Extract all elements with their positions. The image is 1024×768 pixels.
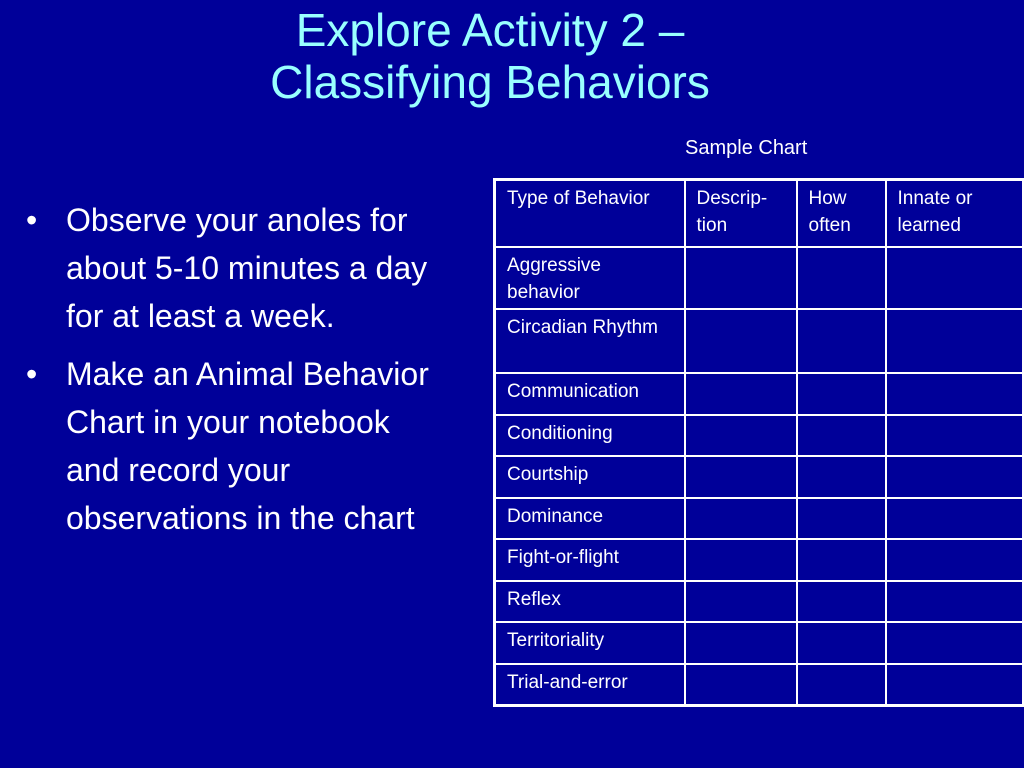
- empty-cell: [685, 539, 797, 581]
- bullet-icon: •: [26, 202, 38, 238]
- row-label-cell: Aggressive behavior: [495, 247, 685, 309]
- bullet-text: Make an Animal Behavior Chart in your notebook and record your observations in the chart: [66, 356, 429, 536]
- header-cell-type: Type of Behavior: [495, 180, 685, 247]
- table-row: [495, 309, 1024, 373]
- empty-cell: [797, 247, 886, 309]
- row-label-cell: Territoriality: [495, 622, 685, 664]
- row-label-cell: Reflex: [495, 581, 685, 622]
- empty-cell: [797, 664, 886, 706]
- empty-cell: [797, 373, 886, 415]
- table-row: [495, 247, 1024, 309]
- bullet-icon: •: [26, 356, 38, 392]
- row-label-cell: Conditioning: [495, 415, 685, 456]
- header-cell-how-often: How often: [797, 180, 886, 247]
- empty-cell: [685, 498, 797, 539]
- empty-cell: [886, 309, 1024, 373]
- empty-cell: [797, 581, 886, 622]
- empty-cell: [797, 498, 886, 539]
- table-row: [495, 498, 1024, 539]
- title-line-1: Explore Activity 2 –: [295, 4, 685, 56]
- bullet-item: [24, 350, 444, 542]
- behavior-chart-table: [493, 178, 1024, 707]
- bullet-text: Observe your anoles for about 5-10 minutes a day for at least a week.: [66, 202, 428, 334]
- table-row: [495, 456, 1024, 498]
- table-row: [495, 581, 1024, 622]
- bullet-list: [24, 196, 444, 552]
- empty-cell: [685, 581, 797, 622]
- empty-cell: [886, 498, 1024, 539]
- row-label-cell: Circadian Rhythm: [495, 309, 685, 373]
- empty-cell: [685, 373, 797, 415]
- empty-cell: [886, 622, 1024, 664]
- empty-cell: [685, 309, 797, 373]
- empty-cell: [797, 456, 886, 498]
- row-label-cell: Fight-or-flight: [495, 539, 685, 581]
- row-label-cell: Courtship: [495, 456, 685, 498]
- bullet-item: [24, 196, 444, 340]
- title-line-2: Classifying Behaviors: [270, 56, 710, 108]
- table-row: [495, 664, 1024, 706]
- empty-cell: [685, 664, 797, 706]
- empty-cell: [685, 456, 797, 498]
- empty-cell: [797, 622, 886, 664]
- empty-cell: [886, 664, 1024, 706]
- empty-cell: [886, 539, 1024, 581]
- empty-cell: [797, 309, 886, 373]
- empty-cell: [886, 415, 1024, 456]
- table-header-row: [495, 180, 1024, 247]
- table-row: [495, 539, 1024, 581]
- header-cell-description: Descrip-tion: [685, 180, 797, 247]
- chart-caption: Sample Chart: [685, 137, 808, 159]
- slide-title: [0, 4, 980, 108]
- row-label-cell: Communication: [495, 373, 685, 415]
- row-label-cell: Trial-and-error: [495, 664, 685, 706]
- table-row: [495, 622, 1024, 664]
- table-row: [495, 373, 1024, 415]
- empty-cell: [685, 415, 797, 456]
- header-cell-innate-or-learned: Innate or learned: [886, 180, 1024, 247]
- empty-cell: [797, 539, 886, 581]
- empty-cell: [797, 415, 886, 456]
- row-label-cell: Dominance: [495, 498, 685, 539]
- empty-cell: [886, 373, 1024, 415]
- empty-cell: [685, 622, 797, 664]
- empty-cell: [685, 247, 797, 309]
- empty-cell: [886, 456, 1024, 498]
- empty-cell: [886, 247, 1024, 309]
- empty-cell: [886, 581, 1024, 622]
- table-row: [495, 415, 1024, 456]
